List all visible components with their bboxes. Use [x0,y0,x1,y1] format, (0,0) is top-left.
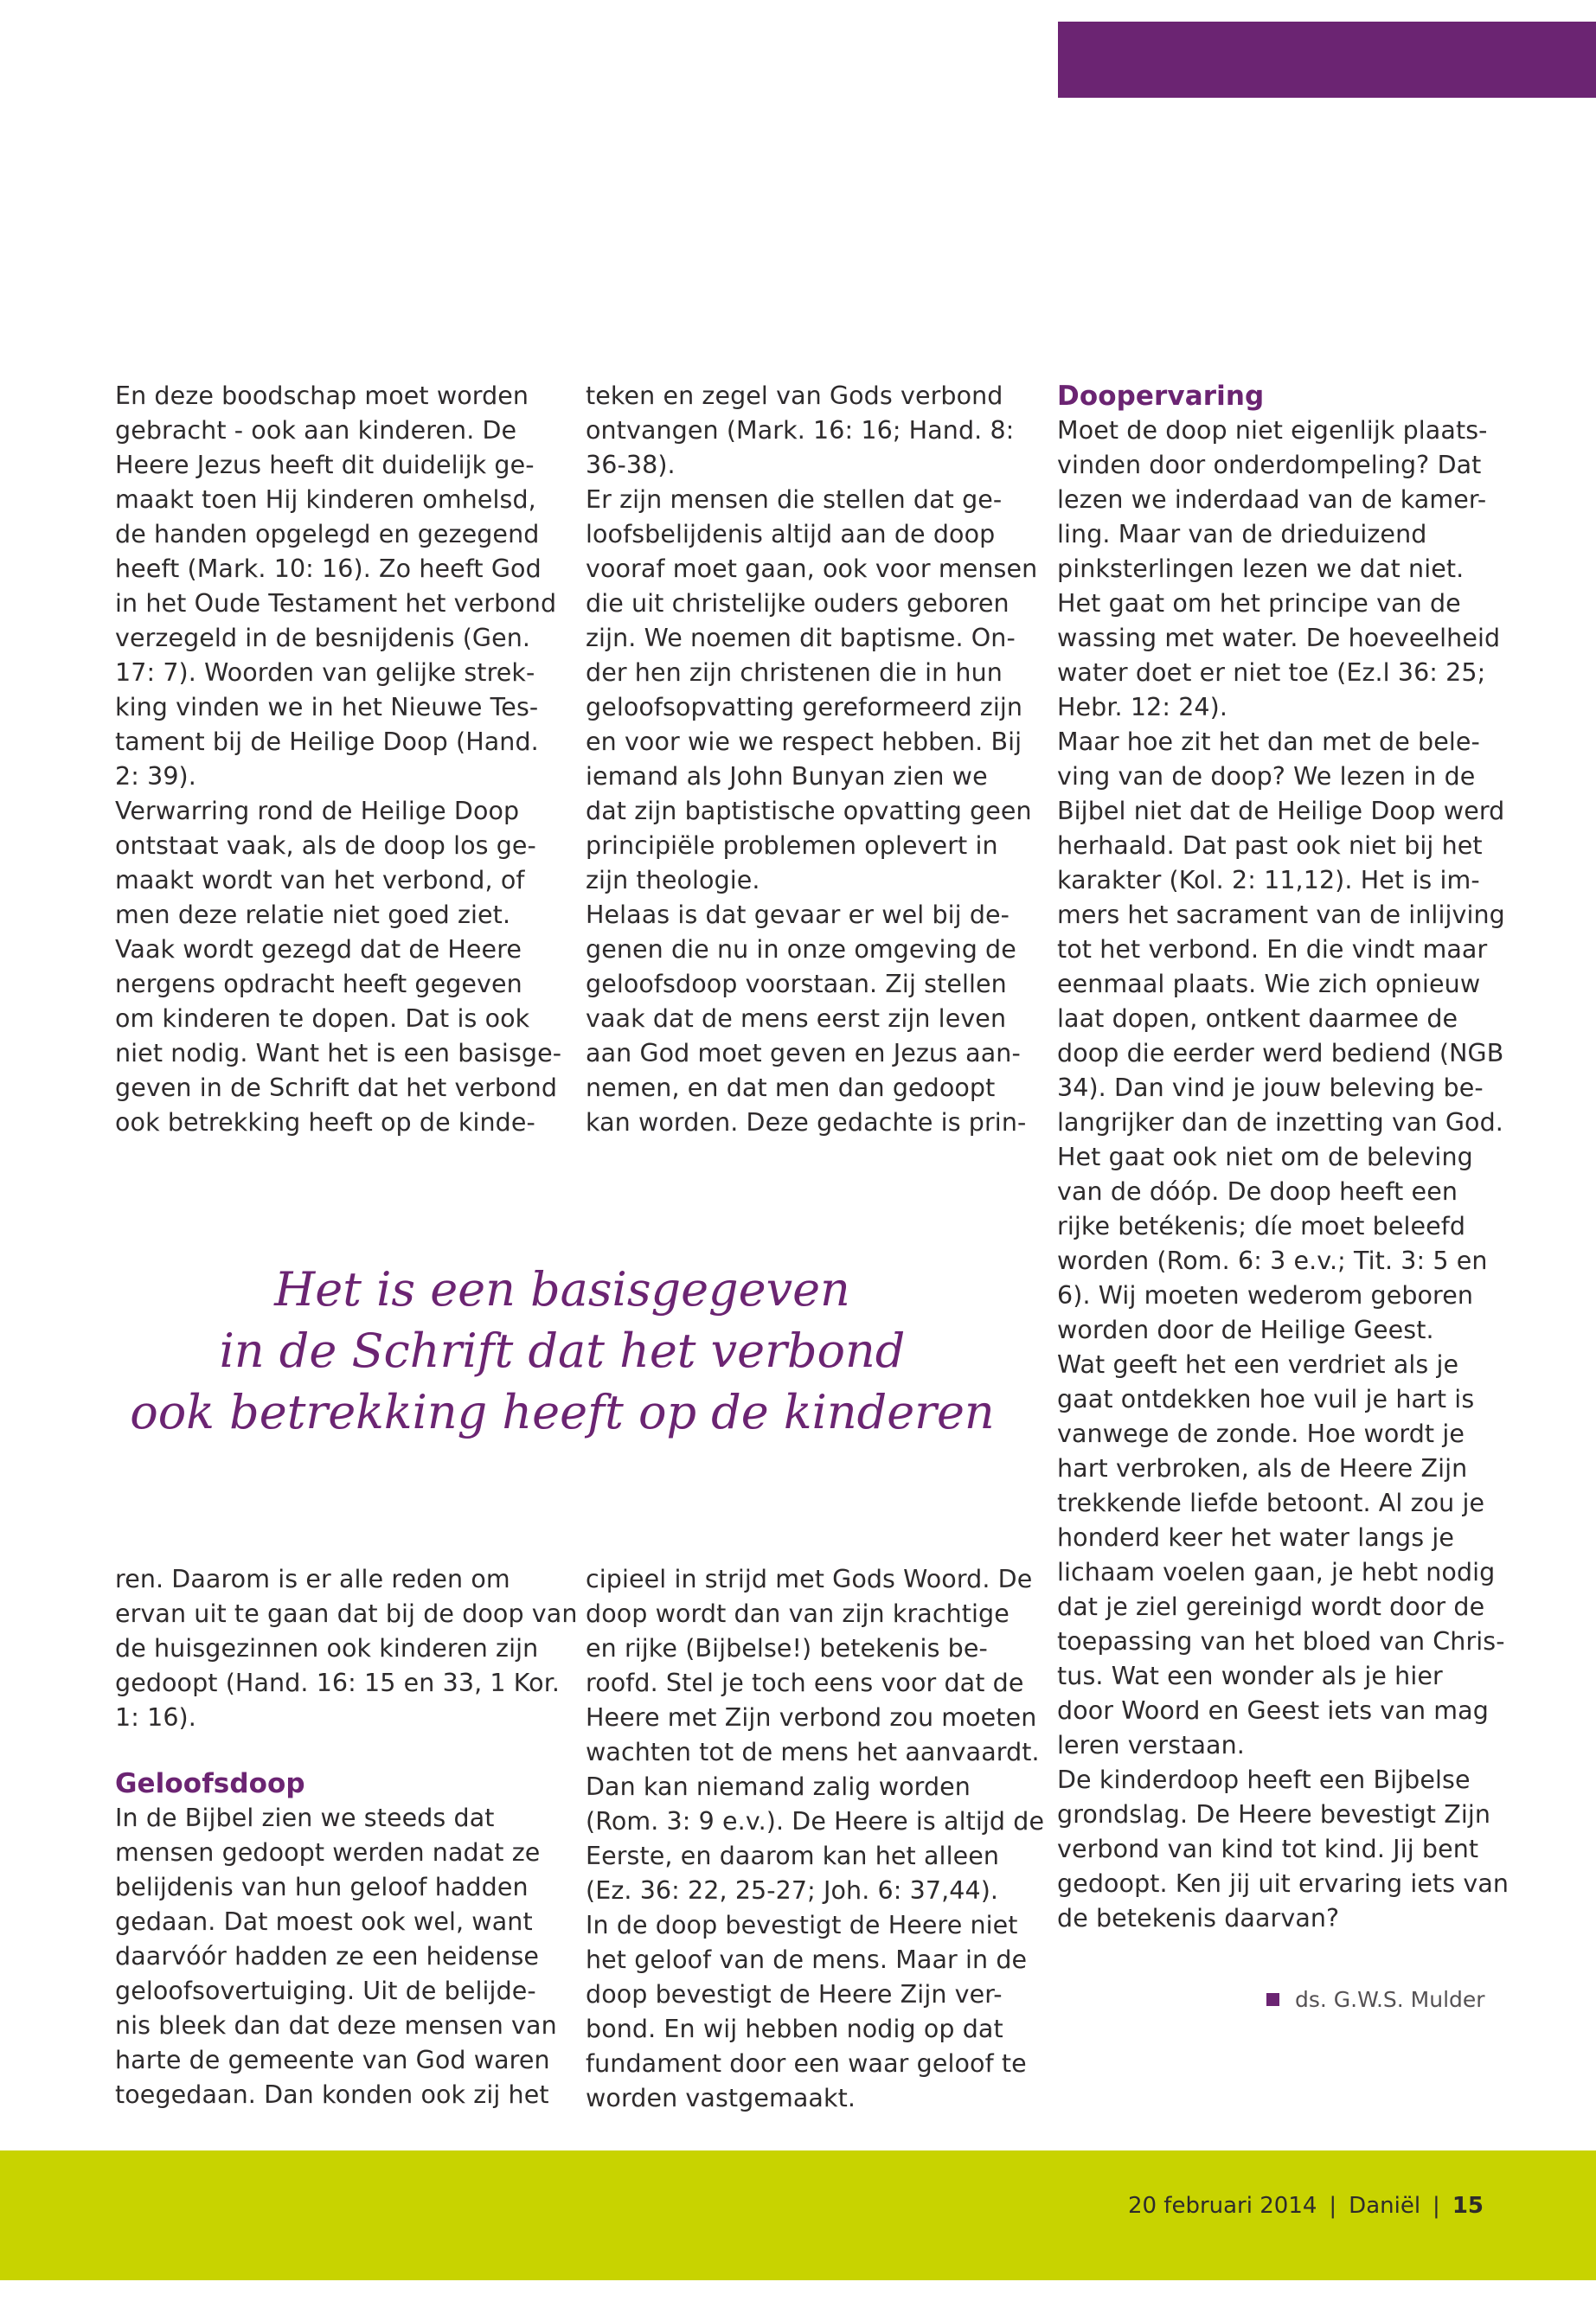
text-line: 17: 7). Woorden van gelijke strek- [115,658,535,687]
text-line: vanwege de zonde. Hoe wordt je [1057,1420,1465,1448]
text-line: men deze relatie niet goed ziet. [115,901,511,929]
text-line: maakt toen Hij kinderen omhelsd, [115,485,536,514]
text-line: vooraf moet gaan, ook voor mensen [586,554,1038,583]
column-1-geloofsdoop-body [115,1801,578,2112]
text-line: principiële problemen oplevert in [586,831,998,860]
column-2-bottom [586,1562,1044,2116]
text-line: verbond van kind tot kind. Jij bent [1057,1835,1479,1863]
text-line: daarvóór hadden ze een heidense [115,1942,540,1971]
text-line: trekkende liefde betoont. Al zou je [1057,1489,1485,1517]
text-line: verzegeld in de besnijdenis (Gen. [115,624,531,652]
text-line: Verwarring rond de Heilige Doop [115,797,520,825]
text-line: water doet er niet toe (Ez.l 36: 25; [1057,658,1486,687]
text-line: teken en zegel van Gods verbond [586,381,1003,410]
text-line: Bijbel niet dat de Heilige Doop werd [1057,797,1505,825]
text-line: dat je ziel gereinigd wordt door de [1057,1593,1485,1621]
text-line: niet nodig. Want het is een basisge- [115,1039,562,1067]
heading-geloofsdoop: Geloofsdoop [115,1768,305,1799]
footer-bar [0,2150,1596,2280]
text-line: rijke betékenis; díe moet beleefd [1057,1212,1466,1240]
text-line: laat dopen, ontkent daarmee de [1057,1004,1458,1033]
text-line: 6). Wij moeten wederom geboren [1057,1281,1474,1310]
text-line: nis bleek dan dat deze mensen van [115,2011,557,2040]
text-line: tament bij de Heilige Doop (Hand. [115,727,539,756]
footer-separator: | [1433,2193,1440,2219]
text-line: vaak dat de mens eerst zijn leven [586,1004,1007,1033]
text-line: geloofsovertuiging. Uit de belijde- [115,1977,536,2005]
text-line: en voor wie we respect hebben. Bij [586,727,1022,756]
author-name: ds. G.W.S. Mulder [1295,1987,1485,2012]
footer-text [1128,2190,1484,2221]
text-line: king vinden we in het Nieuwe Tes- [115,693,539,721]
text-line: mers het sacrament van de inlijving [1057,901,1505,929]
footer-separator: | [1329,2193,1337,2219]
text-line: worden vastgemaakt. [586,2084,856,2112]
pull-quote [130,1259,995,1443]
text-line: kan worden. Deze gedachte is prin- [586,1108,1027,1137]
text-line: gaat ontdekken hoe vuil je hart is [1057,1385,1475,1413]
text-line: hart verbroken, als de Heere Zijn [1057,1454,1468,1483]
column-3 [1057,379,1509,1936]
text-line: Vaak wordt gezegd dat de Heere [115,935,522,964]
heading-doopervaring: Doopervaring [1057,381,1265,412]
text-line: Eerste, en daarom kan het alleen [586,1842,1000,1870]
text-line: worden (Rom. 6: 3 e.v.; Tit. 3: 5 en [1057,1247,1488,1275]
text-line: de betekenis daarvan? [1057,1904,1340,1932]
text-line: toepassing van het bloed van Chris- [1057,1627,1505,1656]
text-line: nemen, en dat men dan gedoopt [586,1074,996,1102]
text-line: honderd keer het water langs je [1057,1523,1454,1552]
text-line: ontstaat vaak, als de doop los ge- [115,831,536,860]
footer-magazine: Daniël [1349,2193,1421,2219]
signature-square-icon [1266,1993,1279,2006]
text-line: genen die nu in onze omgeving de [586,935,1016,964]
text-line: de huisgezinnen ook kinderen zijn [115,1634,539,1663]
text-line: gedoopt (Hand. 16: 15 en 33, 1 Kor. [115,1669,561,1697]
text-line: ook betrekking heeft op de kinde- [115,1108,535,1137]
text-line: gebracht - ook aan kinderen. De [115,416,517,445]
text-line: lezen we inderdaad van de kamer- [1057,485,1487,514]
text-line: ook betrekking heeft op de kinderen [130,1385,995,1439]
text-line: tot het verbond. En die vindt maar [1057,935,1488,964]
column-1-bottom-body [115,1562,578,1735]
text-line: Heere met Zijn verbond zou moeten [586,1703,1037,1732]
text-line: doop wordt dan van zijn krachtige [586,1599,1010,1628]
text-line: geloofsdoop voorstaan. Zij stellen [586,970,1007,998]
text-line: gedaan. Dat moest ook wel, want [115,1907,533,1936]
text-line: zijn theologie. [586,866,760,894]
text-line: ving van de doop? We lezen in de [1057,762,1476,791]
text-line: vinden door onderdompeling? Dat [1057,451,1482,479]
text-line: Helaas is dat gevaar er wel bij de- [586,901,1010,929]
text-line: om kinderen te dopen. Dat is ook [115,1004,530,1033]
text-line: Heere Jezus heeft dit duidelijk ge- [115,451,535,479]
text-line: leren verstaan. [1057,1731,1245,1759]
author-signature [1266,1984,1485,2016]
text-line: pinksterlingen lezen we dat niet. [1057,554,1465,583]
text-line: door Woord en Geest iets van mag [1057,1696,1489,1725]
text-line: wassing met water. De hoeveelheid [1057,624,1501,652]
text-line: iemand als John Bunyan zien we [586,762,988,791]
text-line: en rijke (Bijbelse!) betekenis be- [586,1634,988,1663]
text-line: Hebr. 12: 24). [1057,693,1228,721]
text-line: Moet de doop niet eigenlijk plaats- [1057,416,1488,445]
text-line: In de doop bevestigt de Heere niet [586,1911,1018,1939]
text-line: worden door de Heilige Geest. [1057,1316,1434,1344]
text-line: geven in de Schrift dat het verbond [115,1074,558,1102]
text-line: ren. Daarom is er alle reden om [115,1565,510,1593]
text-line: zijn. We noemen dit baptisme. On- [586,624,1016,652]
text-line: herhaald. Dat past ook niet bij het [1057,831,1483,860]
text-line: in het Oude Testament het verbond [115,589,557,618]
text-line: van de dóóp. De doop heeft een [1057,1177,1458,1206]
text-line: cipieel in strijd met Gods Woord. De [586,1565,1033,1593]
text-line: doop bevestigt de Heere Zijn ver- [586,1980,1003,2009]
text-line: En deze boodschap moet worden [115,381,529,410]
text-line: gedoopt. Ken jij uit ervaring iets van [1057,1869,1509,1898]
text-line: bond. En wij hebben nodig op dat [586,2015,1003,2043]
paragraph-spacer [115,1735,578,1766]
text-line: fundament door een waar geloof te [586,2049,1027,2078]
text-line: tus. Wat een wonder als je hier [1057,1662,1443,1690]
text-line: loofsbelijdenis altijd aan de doop [586,520,996,548]
text-line: ervan uit te gaan dat bij de doop van [115,1599,578,1628]
text-line: aan God moet geven en Jezus aan- [586,1039,1021,1067]
column-1-top [115,379,561,1140]
text-line: nergens opdracht heeft gegeven [115,970,522,998]
text-line: Het gaat ook niet om de beleving [1057,1143,1473,1171]
text-line: 34). Dan vind je jouw beleving be- [1057,1074,1484,1102]
text-line: Het is een basisgegeven [274,1262,850,1317]
text-line: (Rom. 3: 9 e.v.). De Heere is altijd de [586,1807,1045,1836]
text-line: der hen zijn christenen die in hun [586,658,1003,687]
text-line: Er zijn mensen die stellen dat ge- [586,485,1003,514]
text-line: lichaam voelen gaan, je hebt nodig [1057,1558,1496,1586]
text-line: 1: 16). [115,1703,196,1732]
text-line: dat zijn baptistische opvatting geen [586,797,1032,825]
text-line: In de Bijbel zien we steeds dat [115,1804,495,1832]
column-1-bottom [115,1562,578,2112]
top-accent-bar [1058,22,1596,98]
text-line: Het gaat om het principe van de [1057,589,1461,618]
text-line: harte de gemeente van God waren [115,2046,550,2074]
text-line: 2: 39). [115,762,196,791]
text-line: doop die eerder werd bediend (NGB [1057,1039,1504,1067]
text-line: mensen gedoopt werden nadat ze [115,1838,541,1867]
footer-date: 20 februari 2014 [1127,2193,1317,2219]
text-line: grondslag. De Heere bevestigt Zijn [1057,1800,1491,1829]
page-number: 15 [1452,2193,1484,2219]
text-line: langrijker dan de inzetting van God. [1057,1108,1503,1137]
text-line: maakt wordt van het verbond, of [115,866,525,894]
text-line: eenmaal plaats. Wie zich opnieuw [1057,970,1481,998]
text-line: die uit christelijke ouders geboren [586,589,1010,618]
text-line: in de Schrift dat het verbond [219,1324,906,1378]
text-line: het geloof van de mens. Maar in de [586,1945,1028,1974]
text-line: Dan kan niemand zalig worden [586,1772,971,1801]
text-line: karakter (Kol. 2: 11,12). Het is im- [1057,866,1480,894]
text-line: ontvangen (Mark. 16: 16; Hand. 8: [586,416,1015,445]
text-line: Wat geeft het een verdriet als je [1057,1350,1459,1379]
column-3-body [1057,413,1509,1936]
text-line: De kinderdoop heeft een Bijbelse [1057,1766,1471,1794]
column-2-top [586,379,1037,1140]
text-line: 36-38). [586,451,676,479]
text-line: belijdenis van hun geloof hadden [115,1873,529,1901]
text-line: toegedaan. Dan konden ook zij het [115,2080,549,2109]
text-line: geloofsopvatting gereformeerd zijn [586,693,1023,721]
text-line: (Ez. 36: 22, 25-27; Joh. 6: 37,44). [586,1876,999,1905]
text-line: de handen opgelegd en gezegend [115,520,540,548]
text-line: ling. Maar van de drieduizend [1057,520,1427,548]
text-line: heeft (Mark. 10: 16). Zo heeft God [115,554,542,583]
text-line: wachten tot de mens het aanvaardt. [586,1738,1040,1766]
text-line: Maar hoe zit het dan met de bele- [1057,727,1480,756]
text-line: roofd. Stel je toch eens voor dat de [586,1669,1024,1697]
